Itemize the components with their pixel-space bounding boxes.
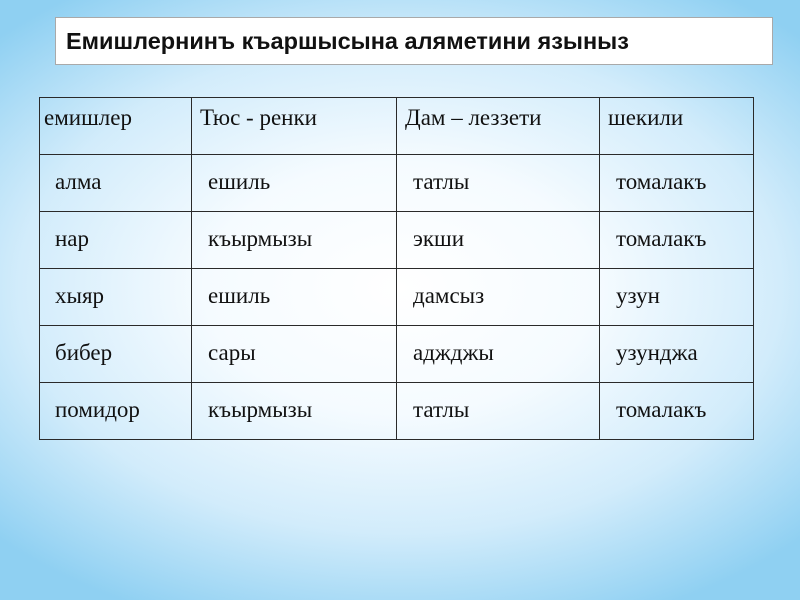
table-row — [40, 269, 754, 326]
header-shape: шекили — [600, 98, 754, 155]
fruit-name-cell: нар — [40, 212, 192, 269]
taste-cell: татлы — [397, 155, 600, 212]
fruit-name-cell: помидор — [40, 383, 192, 440]
taste-cell: дамсыз — [397, 269, 600, 326]
color-cell: ешиль — [192, 269, 397, 326]
shape-cell: томалакъ — [600, 155, 754, 212]
color-cell: къырмызы — [192, 212, 397, 269]
shape-cell: томалакъ — [600, 212, 754, 269]
shape-cell: узунджа — [600, 326, 754, 383]
header-taste: Дам – леззети — [397, 98, 600, 155]
taste-cell: татлы — [397, 383, 600, 440]
shape-cell: томалакъ — [600, 383, 754, 440]
table-row — [40, 326, 754, 383]
shape-cell: узун — [600, 269, 754, 326]
table-row — [40, 212, 754, 269]
taste-cell: экши — [397, 212, 600, 269]
table-row — [40, 383, 754, 440]
fruit-properties-table — [39, 97, 754, 440]
fruit-name-cell: алма — [40, 155, 192, 212]
color-cell: сары — [192, 326, 397, 383]
header-color: Тюс - ренки — [192, 98, 397, 155]
table-row — [40, 155, 754, 212]
color-cell: къырмызы — [192, 383, 397, 440]
color-cell: ешиль — [192, 155, 397, 212]
fruit-table-container — [39, 97, 753, 440]
taste-cell: аджджы — [397, 326, 600, 383]
task-title: Емишлернинъ къаршысына аляметини языныз — [55, 17, 773, 65]
fruit-name-cell: хыяр — [40, 269, 192, 326]
header-fruits: емишлер — [40, 98, 192, 155]
fruit-name-cell: бибер — [40, 326, 192, 383]
table-header-row — [40, 98, 754, 155]
